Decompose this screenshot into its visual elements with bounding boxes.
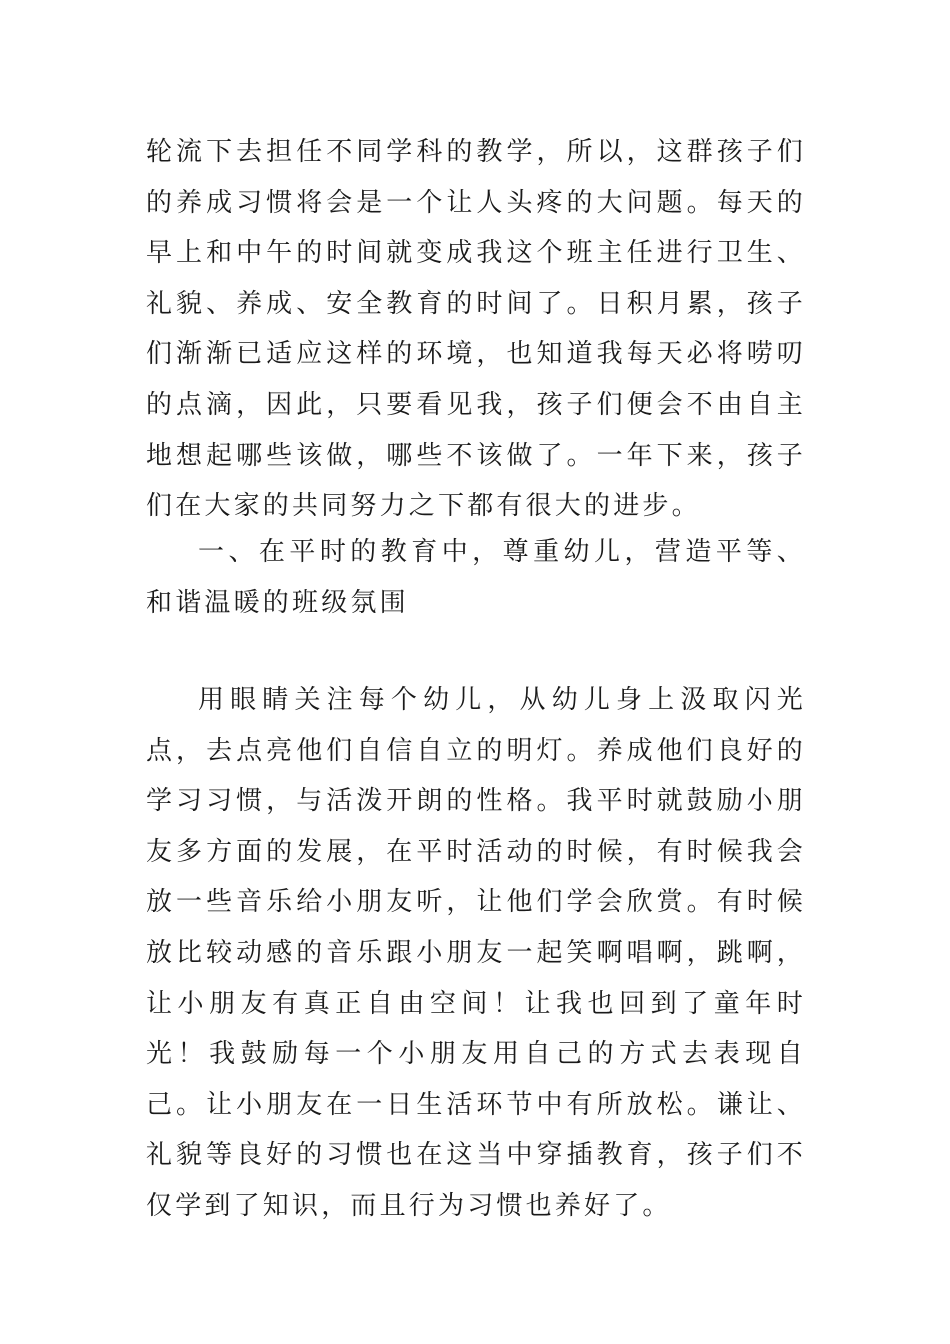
- paragraph-body: 用眼睛关注每个幼儿，从幼儿身上汲取闪光点，去点亮他们自信自立的明灯。养成他们良好的学习习惯，与活泼开朗的性格。我平时就鼓励小朋友多方面的发展，在平时活动的时候，有时候我会放一些音乐给小朋友听，让他们学会欣赏。有时候放比较动感的音乐跟小朋友一起笑啊唱啊，跳啊，让小朋友有真正自由空间！让我也回到了童年时光！我鼓励每一个小朋友用自己的方式去表现自己。让小朋友在一日生活环节中有所放松。谦让、礼貌等良好的习惯也在这当中穿插教育，孩子们不仅学到了知识，而且行为习惯也养好了。: [146, 685, 806, 1221]
- paragraph-continuation: 轮流下去担任不同学科的教学，所以，这群孩子们的养成习惯将会是一个让人头疼的大问题。每天的早上和中午的时间就变成我这个班主任进行卫生、礼貌、养成、安全教育的时间了。日积月累，孩子们渐渐已适应这样的环境，也知道我每天必将唠叨的点滴，因此，只要看见我，孩子们便会不由自主地想起哪些该做，哪些不该做了。一年下来，孩子们在大家的共同努力之下都有很大的进步。: [146, 137, 806, 522]
- section-heading: 一、在平时的教育中，尊重幼儿，营造平等、和谐温暖的班级氛围: [146, 537, 806, 618]
